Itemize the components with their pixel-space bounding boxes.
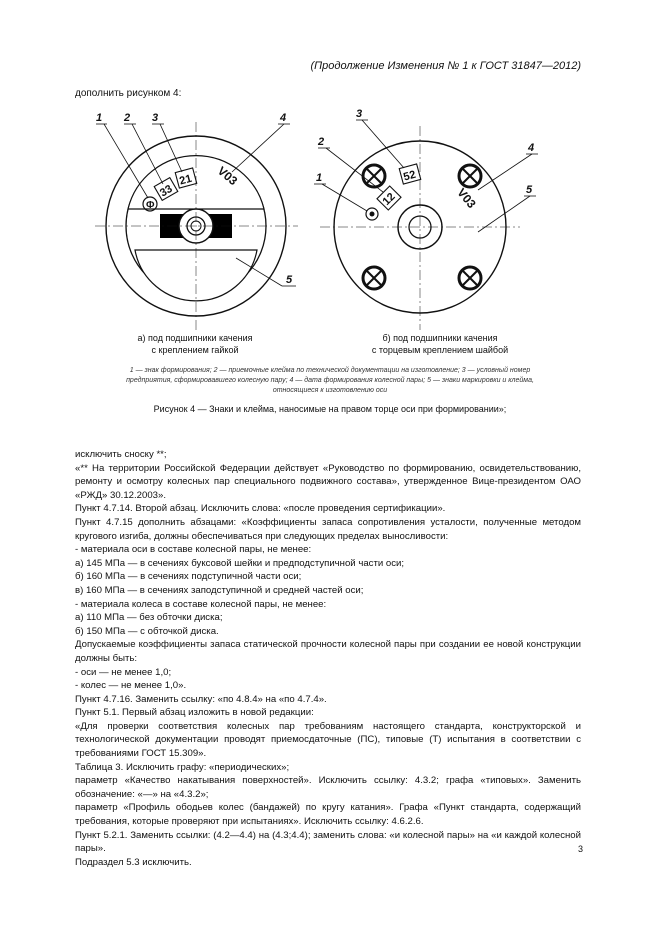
caption-b: [340, 332, 540, 356]
paragraph: Пункт 5.2.1. Заменить ссылки: (4.2—4.4) на (4.3;4.4); заменить слова: «и колесной пары» на «и каждой колесной пары».: [75, 829, 581, 855]
intro-text: дополнить рисунком 4:: [75, 88, 182, 99]
bolt-icon: [363, 165, 385, 187]
paragraph: б) 150 МПа — с обточкой диска.: [75, 625, 219, 637]
paragraph: Подраздел 5.3 исключить.: [75, 856, 192, 868]
right-mark-2: 12: [380, 190, 398, 208]
document-header: (Продолжение Изменения № 1 к ГОСТ 31847—2012): [310, 60, 581, 72]
bolt-icon: [459, 267, 481, 289]
paragraph: - колес — не менее 1,0».: [75, 680, 187, 692]
right-leader-lines: [314, 120, 538, 232]
right-label-5: 5: [526, 184, 533, 196]
caption-b-line1: б) под подшипники качения: [382, 333, 498, 343]
bolt-icon: [363, 267, 385, 289]
paragraph: - материала колеса в составе колесной пары, не менее:: [75, 598, 327, 610]
left-label-4: 4: [280, 112, 287, 124]
paragraph: Пункт 5.1. Первый абзац изложить в новой редакции:: [75, 707, 314, 719]
paragraph: в) 160 МПа — в сечениях заподступичной и средней частей оси;: [75, 584, 364, 596]
paragraph: а) 110 МПа — без обточки диска;: [75, 612, 223, 624]
right-label-3: 3: [356, 108, 363, 120]
paragraph: б) 160 МПа — в сечениях подступичной части оси;: [75, 571, 302, 583]
left-label-3: 3: [152, 112, 159, 124]
paragraph: а) 145 МПа — в сечениях буксовой шейки и предподступичной части оси;: [75, 557, 405, 569]
right-label-1: 1: [316, 172, 323, 184]
caption-a-line2: с креплением гайкой: [151, 345, 239, 355]
left-label-2: 2: [124, 112, 131, 124]
paragraph: исключить сноску **;: [75, 449, 167, 460]
left-mark-3: 21: [178, 172, 194, 188]
paragraph: Допускаемые коэффициенты запаса статической прочности колесной пары при создании ее новой конструкции должны быть:: [75, 639, 581, 664]
axle-end-washer-drawing: [320, 126, 520, 330]
paragraph: «** На территории Российской Федерации действует «Руководство по формированию, освидетельствованию, ремонту и осмотру колесных пар специального подвижного состава», утвержденное Вице-президентом ОАО «РЖД» 30.12.2003».: [75, 462, 581, 501]
paragraph: параметр «Качество накатывания поверхностей». Исключить ссылку: 4.3.2; графа «типовых». Заменить обозначение: «—» на «4.3.2»;: [75, 775, 581, 800]
caption-b-line2: с торцевым креплением шайбой: [371, 345, 509, 355]
right-mark-4: V03: [454, 185, 479, 211]
right-mark-3: 52: [402, 168, 418, 184]
paragraph: Пункт 4.7.14. Второй абзац. Исключить слова: «после проведения сертификации».: [75, 503, 446, 515]
amendment-text: [75, 448, 584, 869]
paragraph: параметр «Профиль ободьев колес (бандажей) по кругу катания». Графа «Пункт стандарта, содержащий требования, которые проверяют при испытаниях». Исключить ссылку: 4.6.2.6.: [75, 802, 581, 828]
caption-a-line1: а) под подшипники качения: [137, 333, 253, 343]
left-mark-1: Ф: [146, 200, 155, 211]
paragraph: Таблица 3. Исключить графу: «периодических»;: [75, 761, 290, 773]
paragraph: Пункт 4.7.16. Заменить ссылку: «по 4.8.4» на «по 4.7.4».: [75, 693, 327, 705]
paragraph: - материала оси в составе колесной пары, не менее:: [75, 544, 312, 556]
legend-line: относящиеся к изготовлению оси: [272, 387, 388, 394]
right-label-2: 2: [318, 136, 325, 148]
right-label-4: 4: [528, 142, 535, 154]
left-label-5: 5: [286, 274, 293, 286]
figure-4-drawing: [0, 102, 661, 342]
legend-line: 1 — знак формирования; 2 — приемочные клейма по технической документации на изготовление; 3 — условный номер: [129, 367, 531, 374]
caption-a: [100, 332, 290, 356]
figure-title: Рисунок 4 — Знаки и клейма, наносимые на правом торце оси при формировании»;: [153, 404, 507, 414]
figure-legend: [80, 366, 580, 396]
page-number: 3: [578, 844, 584, 854]
paragraph: - оси — не менее 1,0;: [75, 666, 172, 678]
legend-line: предприятия, сформировавшего колесную пару; 4 — дата формирования колесной пары; 5 — знаки маркировки и клейма,: [126, 377, 534, 384]
bolt-icon: [459, 165, 481, 187]
left-mark-4: V03: [214, 163, 241, 189]
left-mark-2: 33: [157, 182, 175, 200]
left-label-1: 1: [96, 112, 103, 124]
paragraph: «Для проверки соответствия колесных пар требованиям настоящего стандарта, конструкторской и технологической документации проводят приемосдаточные (ПС), типовые (Т) испытания в соответствии с требованиями ГОСТ 15.309».: [75, 720, 581, 760]
paragraph: Пункт 4.7.15 дополнить абзацами: «Коэффициенты запаса сопротивления усталости, полученные методом кругового изгиба, должны обеспечиваться при следующих пределах выносливости:: [75, 516, 581, 542]
axle-end-nut-drawing: [95, 122, 298, 332]
